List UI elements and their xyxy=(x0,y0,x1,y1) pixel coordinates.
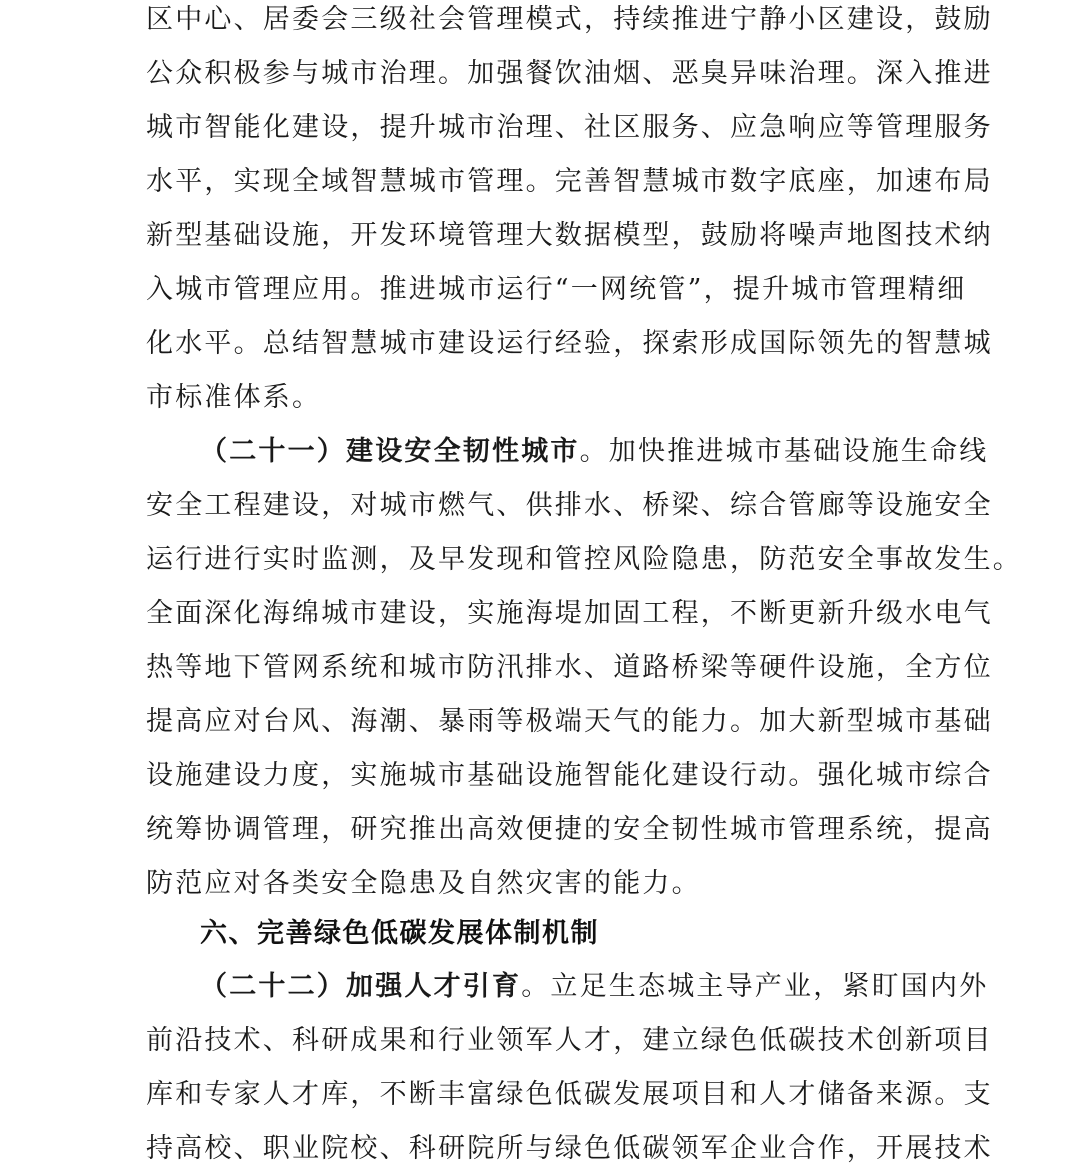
text-line: 运行进行实时监测，及早发现和管控风险隐患，防范安全事故发生。 xyxy=(146,544,1022,575)
text-line: 公众积极参与城市治理。加强餐饮油烟、恶臭异味治理。深入推进 xyxy=(146,58,993,89)
text-line: 持高校、职业院校、科研院所与绿色低碳领军企业合作，开展技术 xyxy=(146,1133,993,1164)
section-22-title: （二十二）加强人才引育 xyxy=(200,971,522,1002)
section-21-first-line xyxy=(200,432,989,472)
text-line: 统筹协调管理，研究推出高效便捷的安全韧性城市管理系统，提高 xyxy=(146,814,993,845)
text-line: 安全工程建设，对城市燃气、供排水、桥梁、综合管廊等设施安全 xyxy=(146,490,993,521)
section-21-title: （二十一）建设安全韧性城市 xyxy=(200,436,580,467)
text-line: 提高应对台风、海潮、暴雨等极端天气的能力。加大新型城市基础 xyxy=(146,706,993,737)
text-line: 库和专家人才库，不断丰富绿色低碳发展项目和人才储备来源。支 xyxy=(146,1079,993,1110)
text-line: 设施建设力度，实施城市基础设施智能化建设行动。强化城市综合 xyxy=(146,760,993,791)
text-line: 城市智能化建设，提升城市治理、社区服务、应急响应等管理服务 xyxy=(146,112,993,143)
section-22-first-line xyxy=(200,967,989,1007)
text-line: 区中心、居委会三级社会管理模式，持续推进宁静小区建设，鼓励 xyxy=(146,4,993,35)
text-line: 前沿技术、科研成果和行业领军人才，建立绿色低碳技术创新项目 xyxy=(146,1025,993,1056)
text-line: 水平，实现全域智慧城市管理。完善智慧城市数字底座，加速布局 xyxy=(146,166,993,197)
section-21-first-line-rest: 。加快推进城市基础设施生命线 xyxy=(579,436,989,467)
text-line: 全面深化海绵城市建设，实施海堤加固工程，不断更新升级水电气 xyxy=(146,598,993,629)
chapter-6-heading: 六、完善绿色低碳发展体制机制 xyxy=(200,918,599,949)
text-line: 热等地下管网系统和城市防汛排水、道路桥梁等硬件设施，全方位 xyxy=(146,652,993,683)
text-line: 防范应对各类安全隐患及自然灾害的能力。 xyxy=(146,868,701,899)
section-22-first-line-rest: 。立足生态城主导产业，紧盯国内外 xyxy=(521,971,989,1002)
text-line: 市标准体系。 xyxy=(146,382,322,413)
text-line: 新型基础设施，开发环境管理大数据模型，鼓励将噪声地图技术纳 xyxy=(146,220,993,251)
text-line: 入城市管理应用。推进城市运行“一网统管”，提升城市管理精细 xyxy=(146,274,967,305)
text-line: 化水平。总结智慧城市建设运行经验，探索形成国际领先的智慧城 xyxy=(146,328,993,359)
